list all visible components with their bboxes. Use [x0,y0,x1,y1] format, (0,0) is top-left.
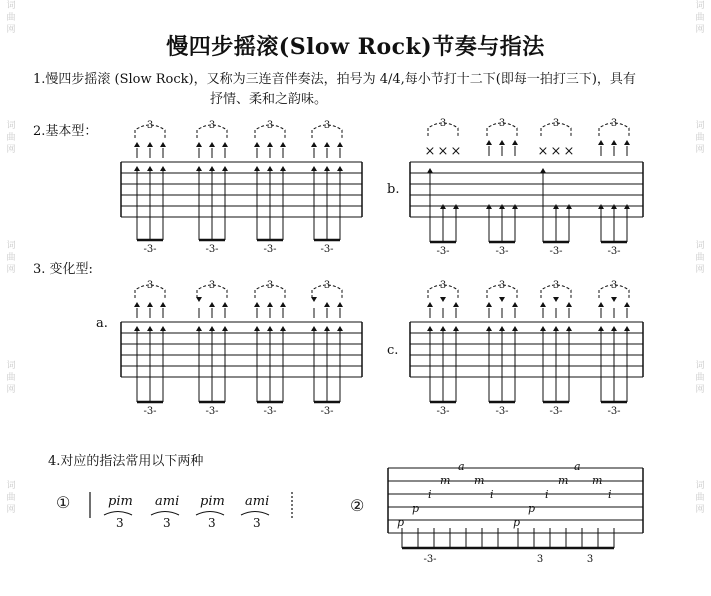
figure-label-b: b. [387,182,400,197]
basic-b-group-1-beam-label: -3- [436,246,450,257]
basic-b-group-3-mute-2: × [550,144,562,159]
basic-b-group-4-arrow-1 [598,140,604,145]
watermark-left-4: 词 曲 网 [6,361,16,395]
variation-a-group-2-beam-label: -3- [205,406,219,417]
basic-b-group-2-arrow-2 [499,140,505,145]
basic-a-group-4-bracket-label: 3 [323,120,331,131]
fingering-one-triplet-3: 3 [208,516,216,530]
variation-a-group-2-bracket-label: 3 [208,280,216,291]
fingering-one-slur-4 [241,512,269,516]
variation-a-group-1-bracket-label: 3 [146,280,154,291]
basic-a-group-1-arrow-3 [160,142,166,147]
basic-a-group-2-bracket-label: 3 [208,120,216,131]
fingering-two-i-1: i [428,488,432,501]
variation-c-group-2-arrow-1 [486,302,492,307]
basic-a-group-4-beam-label: -3- [320,244,334,255]
basic-b-group-1-mute-3: × [450,144,462,159]
variation-c-group-2-arrow-3 [512,302,518,307]
watermark-left-1: 词 曲 网 [6,1,16,35]
variation-c-group-4-bracket-label: 3 [610,280,618,291]
basic-b-group-3-beam-label: -3- [549,246,563,257]
fingering-two-a-1: a [458,460,465,473]
basic-a-group-4-arrow-2 [324,142,330,147]
variation-a-group-3-beam-label: -3- [263,406,277,417]
section-fingering-heading: 4.对应的指法常用以下两种 [48,454,204,469]
variation-c-group-2-bracket-label: 3 [498,280,506,291]
basic-b-group-2-arrow-3 [512,140,518,145]
variation-c-group-3-bracket-label: 3 [552,280,560,291]
figure-label-c: c. [387,343,399,358]
fingering-two-p-1: p [412,502,420,515]
basic-b-group-4-arrow-3 [624,140,630,145]
variation-a-group-1-beam-label: -3- [143,406,157,417]
variation-c-group-4-arrow-3 [624,302,630,307]
fingering-two-m-4: m [592,474,603,487]
variation-a-group-4-bracket-label: 3 [323,280,331,291]
page-title: 慢四步摇滚(Slow Rock)节奏与指法 [166,34,545,60]
basic-b-group-4-beam-label: -3- [607,246,621,257]
figure-label-a: a. [96,316,108,331]
fingering-one-triplet-2: 3 [163,516,171,530]
fingering-two-a-2: a [574,460,581,473]
basic-a-group-3-arrow-2 [267,142,273,147]
watermark-right-2: 词 曲 网 [695,121,705,155]
basic-b-group-4-arrow-2 [611,140,617,145]
basic-a-group-4-arrow-3 [337,142,343,147]
variation-a-group-4-arrow-3 [337,302,343,307]
fingering-one-group-2: ami [155,494,180,509]
basic-b-group-1-mute-2: × [437,144,449,159]
basic-a-group-3-arrow-3 [280,142,286,147]
variation-a-group-1-arrow-2 [147,302,153,307]
variation-c-group-3-beam-label: -3- [549,406,563,417]
variation-a-group-2-arrow-1 [196,297,202,302]
basic-b-group-2-bracket-label: 3 [498,118,506,129]
basic-a-group-2-beam-label: -3- [205,244,219,255]
basic-a-group-2-arrow-1 [196,142,202,147]
variation-a-group-4-beam-label: -3- [320,406,334,417]
fingering-two-triplet-1: -3- [423,554,437,565]
watermark-left-5: 词 曲 网 [6,481,16,515]
fingering-two-triplet-2: 3 [536,554,544,565]
fingering-two-p-3: p [397,516,405,529]
variation-a-group-3-arrow-2 [267,302,273,307]
variation-c-group-3-arrow-3 [566,302,572,307]
variation-c-group-1-beam-label: -3- [436,406,450,417]
intro-line-1: 1.慢四步摇滚 (Slow Rock)，又称为三连音伴奏法，拍号为 4/4,每小节打十二下(即每一拍打三下)，具有 [33,72,636,87]
fingering-one-slur-3 [196,512,224,516]
fingering-two-m-2: m [474,474,485,487]
watermark-left-2: 词 曲 网 [6,121,16,155]
variation-c-group-4-beam-label: -3- [607,406,621,417]
fingering-one-group-3: pim [200,494,225,509]
basic-b-group-3-mute-1: × [537,144,549,159]
basic-b-group-3-mute-3: × [563,144,575,159]
fingering-one-slur-1 [104,512,132,516]
basic-b-group-2-arrow-1 [486,140,492,145]
intro-line-2: 抒情、柔和之韵味。 [210,92,328,107]
basic-a-group-1-bracket-label: 3 [146,120,154,131]
basic-a-group-2-arrow-3 [222,142,228,147]
variation-c-group-2-beam-label: -3- [495,406,509,417]
variation-c-group-4-arrow-2 [611,297,617,302]
variation-c-group-4-arrow-1 [598,302,604,307]
section-variation-heading: 3. 变化型: [33,262,93,277]
fingering-two-m-3: m [558,474,569,487]
watermark-left-3: 词 曲 网 [6,241,16,275]
fingering-two-i-4: i [608,488,612,501]
fingering-two-m-1: m [440,474,451,487]
fingering-one-group-1: pim [108,494,133,509]
variation-c-group-1-arrow-3 [453,302,459,307]
variation-a-group-1-arrow-1 [134,302,140,307]
basic-a-group-1-arrow-2 [147,142,153,147]
variation-c-group-1-bracket-label: 3 [439,280,447,291]
fingering-two-i-2: i [490,488,494,501]
variation-a-group-3-arrow-3 [280,302,286,307]
fingering-two-i-3: i [545,488,549,501]
fingering-one-number: ① [56,493,71,512]
basic-a-group-1-arrow-1 [134,142,140,147]
watermark-right-1: 词 曲 网 [695,1,705,35]
fingering-two-triplet-3: 3 [586,554,594,565]
basic-a-group-3-arrow-1 [254,142,260,147]
basic-a-group-4-arrow-1 [311,142,317,147]
fingering-one-triplet-1: 3 [116,516,124,530]
variation-c-group-3-arrow-1 [540,302,546,307]
basic-b-group-3-bracket-label: 3 [552,118,560,129]
variation-c-group-1-arrow-1 [427,302,433,307]
watermark-right-3: 词 曲 网 [695,241,705,275]
watermark-right-5: 词 曲 网 [695,481,705,515]
fingering-two-number: ② [350,496,365,515]
basic-b-group-1-mute-1: × [424,144,436,159]
basic-a-group-2-arrow-2 [209,142,215,147]
variation-a-group-1-arrow-3 [160,302,166,307]
variation-a-group-2-arrow-2 [209,302,215,307]
variation-c-group-3-arrow-2 [553,297,559,302]
basic-a-group-1-beam-label: -3- [143,244,157,255]
fingering-two-p-4: p [513,516,521,529]
basic-b-group-2-beam-label: -3- [495,246,509,257]
fingering-one-triplet-4: 3 [253,516,261,530]
variation-c-group-2-arrow-2 [499,297,505,302]
variation-c-group-1-arrow-2 [440,297,446,302]
basic-b-group-4-bracket-label: 3 [610,118,618,129]
fingering-one-group-4: ami [245,494,270,509]
basic-a-group-3-beam-label: -3- [263,244,277,255]
variation-a-group-3-bracket-label: 3 [266,280,274,291]
basic-b-group-1-bracket-label: 3 [439,118,447,129]
variation-a-group-4-arrow-2 [324,302,330,307]
variation-a-group-4-arrow-1 [311,297,317,302]
fingering-one-slur-2 [151,512,179,516]
variation-a-group-3-arrow-1 [254,302,260,307]
section-basic-heading: 2.基本型： [33,124,98,139]
variation-a-group-2-arrow-3 [222,302,228,307]
fingering-two-p-2: p [528,502,536,515]
watermark-right-4: 词 曲 网 [695,361,705,395]
basic-a-group-3-bracket-label: 3 [266,120,274,131]
